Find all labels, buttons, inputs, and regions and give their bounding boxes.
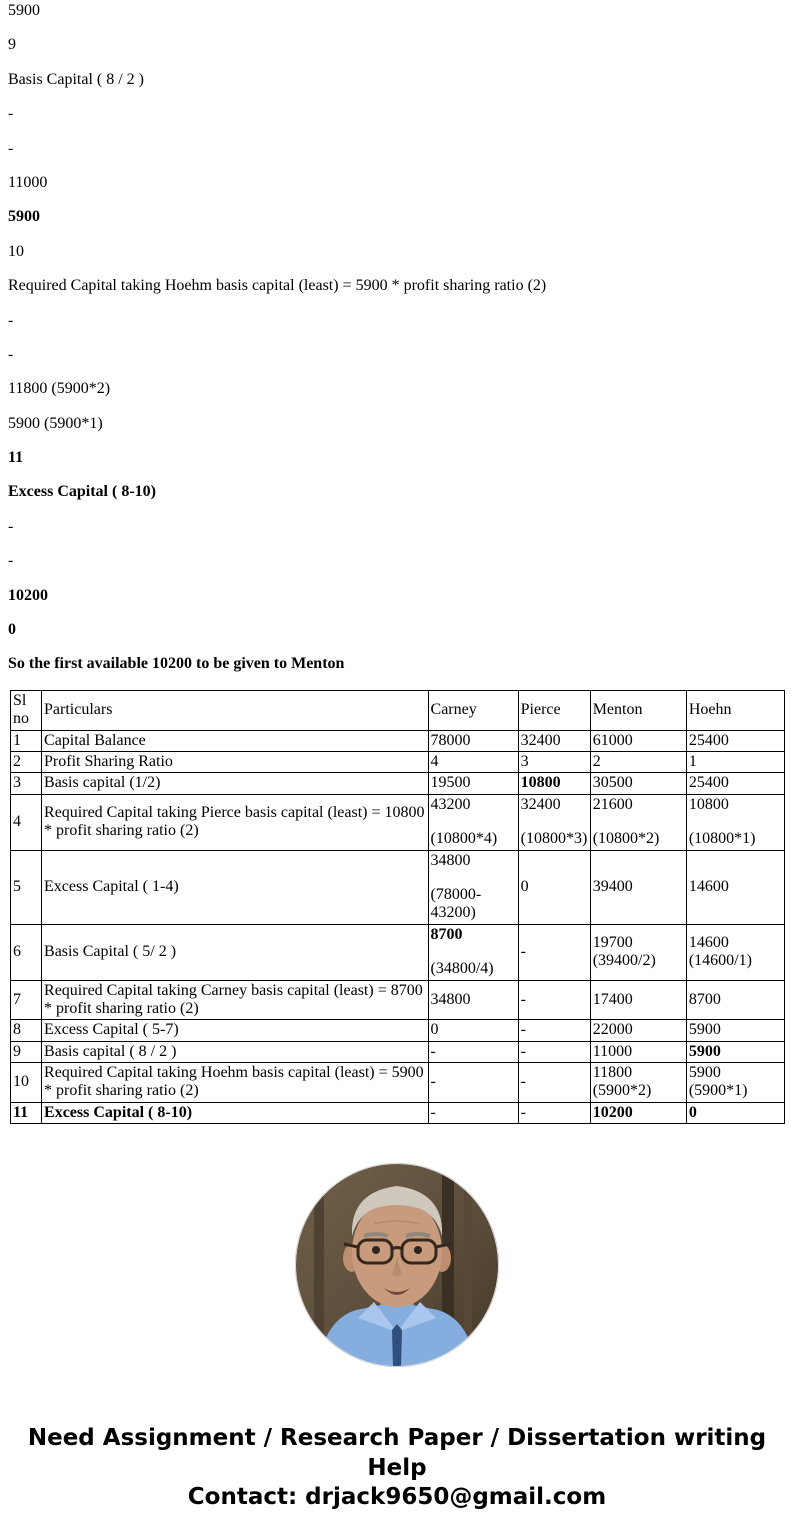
table-cell: Required Capital taking Hoehm basis capital (least) = 5900 * profit sharing ratio (2)	[42, 1063, 428, 1103]
table-cell: 11	[11, 1102, 42, 1123]
table-cell: -	[518, 1020, 590, 1041]
table-cell: 34800	[428, 980, 518, 1020]
table-header-cell: Particulars	[42, 690, 428, 730]
table-cell: 3	[11, 773, 42, 794]
table-cell: Basis Capital ( 5/ 2 )	[42, 924, 428, 980]
table-cell: -	[428, 1102, 518, 1123]
doc-paragraph: Required Capital taking Hoehm basis capital (least) = 5900 * profit sharing ratio (2)	[8, 277, 547, 295]
table-cell: 0	[518, 850, 590, 924]
table-cell: 22000	[590, 1020, 686, 1041]
table-row	[11, 980, 785, 1020]
table-cell: 32400	[518, 730, 590, 751]
table-cell: 0	[428, 1020, 518, 1041]
table-cell: 43200 (10800*4)	[428, 794, 518, 850]
table-cell: 34800 (78000-43200)	[428, 850, 518, 924]
table-row	[11, 1041, 785, 1062]
help-heading: Need Assignment / Research Paper / Dissertation writing Help	[27, 1424, 767, 1481]
tutor-photo	[8, 1162, 786, 1373]
doc-paragraph: -	[8, 345, 14, 363]
person-portrait-illustration	[294, 1162, 500, 1368]
table-cell: 0	[686, 1102, 784, 1123]
table-cell: 2	[11, 751, 42, 772]
table-cell: 1	[686, 751, 784, 772]
document-body	[8, 2, 786, 1513]
doc-paragraph: -	[8, 311, 14, 329]
contact-email: Contact: drjack9650@gmail.com	[187, 1484, 607, 1511]
table-cell: 5900	[686, 1020, 784, 1041]
table-cell: -	[518, 980, 590, 1020]
table-row	[11, 794, 785, 850]
doc-paragraph: 10	[8, 242, 24, 260]
table-cell: -	[428, 1063, 518, 1103]
table-cell: 8700	[686, 980, 784, 1020]
table-cell: 14600	[686, 850, 784, 924]
table-cell: 61000	[590, 730, 686, 751]
table-cell: Profit Sharing Ratio	[42, 751, 428, 772]
table-cell: 4	[11, 794, 42, 850]
table-header-cell: Sl no	[11, 690, 42, 730]
table-cell: 30500	[590, 773, 686, 794]
doc-paragraph: 0	[8, 621, 16, 639]
table-header-cell: Pierce	[518, 690, 590, 730]
doc-paragraph: 11	[8, 449, 24, 467]
table-cell: Basis capital (1/2)	[42, 773, 428, 794]
doc-paragraph: Basis Capital ( 8 / 2 )	[8, 70, 144, 88]
table-cell: 19500	[428, 773, 518, 794]
table-row	[11, 850, 785, 924]
table-cell: 32400 (10800*3)	[518, 794, 590, 850]
table-cell: 1	[11, 730, 42, 751]
doc-paragraph: 9	[8, 36, 16, 54]
doc-paragraph: -	[8, 517, 14, 535]
table-cell: Required Capital taking Pierce basis capital (least) = 10800 * profit sharing ratio (2)	[42, 794, 428, 850]
table-cell: 11000	[590, 1041, 686, 1062]
doc-paragraph: 5900 (5900*1)	[8, 414, 103, 432]
doc-paragraph: 11800 (5900*2)	[8, 380, 111, 398]
table-cell: Excess Capital ( 8-10)	[42, 1102, 428, 1123]
table-cell: 25400	[686, 730, 784, 751]
table-body	[11, 730, 785, 1124]
table-cell: 4	[428, 751, 518, 772]
table-row	[11, 730, 785, 751]
calculation-table	[10, 690, 785, 1124]
table-cell: 21600 (10800*2)	[590, 794, 686, 850]
doc-paragraph: 11000	[8, 173, 48, 191]
table-cell: Excess Capital ( 1-4)	[42, 850, 428, 924]
table-cell: 10800	[518, 773, 590, 794]
table-cell: Capital Balance	[42, 730, 428, 751]
doc-paragraph: 10200	[8, 586, 48, 604]
doc-paragraph: Excess Capital ( 8-10)	[8, 483, 156, 501]
doc-paragraph: So the first available 10200 to be given to Menton	[8, 655, 345, 673]
table-cell: 8700 (34800/4)	[428, 924, 518, 980]
table-header-cell: Carney	[428, 690, 518, 730]
table-cell: 5900	[686, 1041, 784, 1062]
table-cell: 14600 (14600/1)	[686, 924, 784, 980]
table-cell: 39400	[590, 850, 686, 924]
table-row	[11, 751, 785, 772]
table-cell: -	[518, 1063, 590, 1103]
table-cell: -	[518, 924, 590, 980]
table-cell: 11800 (5900*2)	[590, 1063, 686, 1103]
table-cell: 10200	[590, 1102, 686, 1123]
intro-paragraphs	[8, 2, 786, 674]
table-cell: 19700 (39400/2)	[590, 924, 686, 980]
table-cell: 6	[11, 924, 42, 980]
doc-paragraph: -	[8, 105, 14, 123]
table-row	[11, 924, 785, 980]
table-cell: -	[518, 1102, 590, 1123]
doc-paragraph: 5900	[8, 208, 40, 226]
table-cell: 78000	[428, 730, 518, 751]
table-cell: 10	[11, 1063, 42, 1103]
table-cell: Required Capital taking Carney basis capital (least) = 8700 * profit sharing ratio (2)	[42, 980, 428, 1020]
footer-help-block	[8, 1424, 786, 1514]
doc-paragraph: -	[8, 139, 14, 157]
table-header-cell: Hoehn	[686, 690, 784, 730]
table-cell: 8	[11, 1020, 42, 1041]
table-cell: Excess Capital ( 5-7)	[42, 1020, 428, 1041]
table-cell: 5	[11, 850, 42, 924]
table-row	[11, 1063, 785, 1103]
table-header-cell: Menton	[590, 690, 686, 730]
table-cell: 10800 (10800*1)	[686, 794, 784, 850]
table-row	[11, 1020, 785, 1041]
table-cell: 5900 (5900*1)	[686, 1063, 784, 1103]
table-cell: -	[518, 1041, 590, 1062]
table-row	[11, 1102, 785, 1123]
table-cell: 3	[518, 751, 590, 772]
table-header-row	[11, 690, 785, 730]
table-cell: 9	[11, 1041, 42, 1062]
table-cell: 7	[11, 980, 42, 1020]
table-cell: 25400	[686, 773, 784, 794]
table-cell: 2	[590, 751, 686, 772]
doc-paragraph: -	[8, 552, 14, 570]
table-row	[11, 773, 785, 794]
table-cell: Basis capital ( 8 / 2 )	[42, 1041, 428, 1062]
table-cell: 17400	[590, 980, 686, 1020]
doc-paragraph: 5900	[8, 2, 40, 19]
table-cell: -	[428, 1041, 518, 1062]
